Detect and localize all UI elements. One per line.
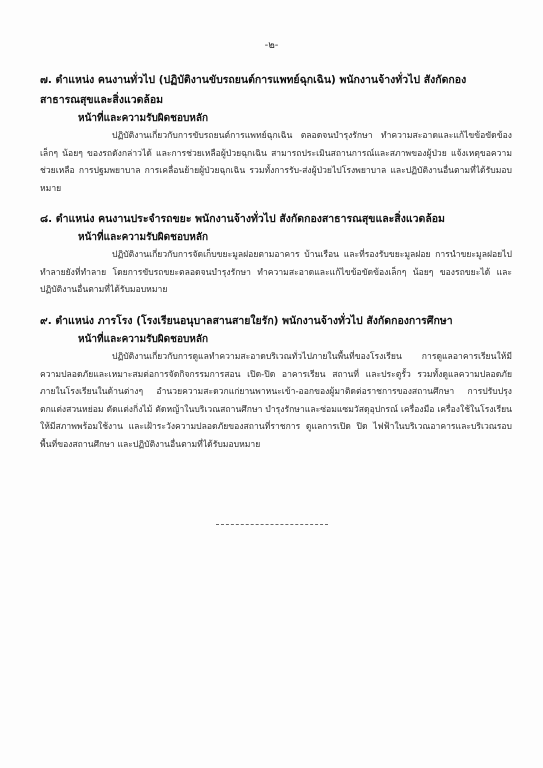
section-position-9 (40, 311, 512, 455)
section-heading: ๙. ตำแหน่ง ภารโรง (โรงเรียนอนุบาลสานสายใยรัก) พนักงานจ้างทั่วไป สังกัดกองการศึกษา (40, 315, 453, 327)
page-number: -๒- (264, 40, 279, 51)
section-heading: ๗. ตำแหน่ง คนงานทั่วไป (ปฏิบัติงานขับรถยนต์การแพทย์ฉุกเฉิน) พนักงานจ้างทั่วไป สังกัดกองสาธารณสุขและสิ่งแวดล้อม (40, 74, 467, 106)
section-subheading: หน้าที่และความรับผิดชอบหลัก (78, 113, 209, 124)
section-body: ปฏิบัติงานเกี่ยวกับการดูแลทำความสะอาดบริเวณทั่วไปภายในพื้นที่ของโรงเรียน การดูแลอาคารเรียนให้มีความปลอดภัยและเหมาะสมต่อการจัดกิจกรรมการสอน เปิด-ปิด อาคารเรียน สถานที่ และประตูรั้ว รวมทั้งดูแลความปลอดภัยภายในโรงเรียนในด้านต่างๆ อำนวยความสะดวกแก่ยานพาหนะเข้า-ออกของผู้มาติดต่อราชการของสถานศึกษา การปรับปรุงตกแต่งสวนหย่อม ตัดแต่งกิ่งไม้ ตัดหญ้าในบริเวณสถานศึกษา บำรุงรักษาและซ่อมแซมวัสดุอุปกรณ์ เครื่องมือ เครื่องใช้ในโรงเรียนให้มีสภาพพร้อมใช้งาน และเฝ้าระวังความปลอดภัยของสถานที่ราชการ ดูแลการเปิด ปิด ไฟฟ้าในบริเวณอาคารและบริเวณรอบพื้นที่ของสถานศึกษา และปฏิบัติงานอื่นตามที่ได้รับมอบหมาย (40, 352, 512, 450)
section-subheading: หน้าที่และความรับผิดชอบหลัก (78, 232, 209, 243)
section-subheading: หน้าที่และความรับผิดชอบหลัก (78, 334, 209, 345)
section-position-7 (40, 70, 512, 198)
section-body: ปฏิบัติงานเกี่ยวกับการจัดเก็บขยะมูลฝอยตามอาคาร บ้านเรือน และที่รองรับขยะมูลฝอย การนำขยะมูลฝอยไปทำลายยังที่ทำลาย โดยการขับรถขยะตลอดจนบำรุงรักษา ทำความสะอาดและแก้ไขข้อขัดข้องเล็กๆ น้อยๆ ของรถขยะได้ และปฏิบัติงานอื่นตามที่ได้รับมอบหมาย (40, 250, 512, 296)
section-body: ปฏิบัติงานเกี่ยวกับการขับรถยนต์การแพทย์ฉุกเฉิน ตลอดจนบำรุงรักษา ทำความสะอาดและแก้ไขข้อขัดข้องเล็กๆ น้อยๆ ของรถดังกล่าวได้ และการช่วยเหลือผู้ป่วยฉุกเฉิน สามารถประเมินสถานการณ์และสภาพของผู้ป่วย แจ้งเหตุขอความช่วยเหลือ การปฐมพยาบาล การเคลื่อนย้ายผู้ป่วยฉุกเฉิน รวมทั้งการรับ-ส่งผู้ป่วยไปโรงพยาบาล และปฏิบัติงานอื่นตามที่ได้รับมอบหมาย (40, 131, 512, 194)
section-heading: ๘. ตำแหน่ง คนงานประจำรถขยะ พนักงานจ้างทั่วไป สังกัดกองสาธารณสุขและสิ่งแวดล้อม (40, 213, 445, 225)
end-divider (216, 524, 328, 525)
section-position-8 (40, 209, 512, 300)
